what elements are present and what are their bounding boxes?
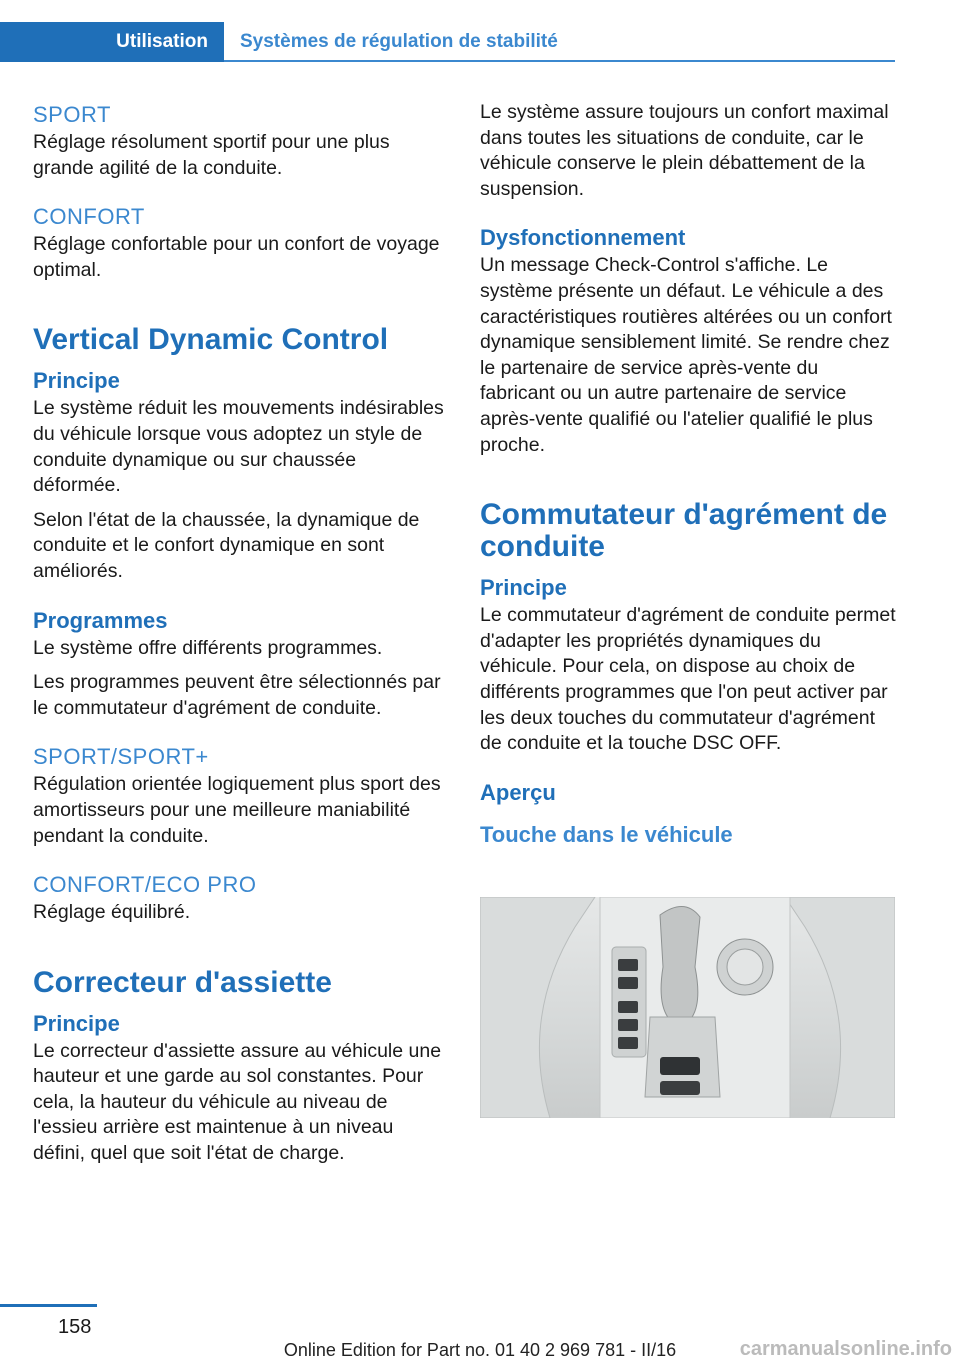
page-header <box>0 22 895 62</box>
heading-sport-sportplus: SPORT/SPORT+ <box>33 744 209 770</box>
chapter-tab[interactable]: Utilisation <box>0 22 224 62</box>
right-column <box>480 100 896 850</box>
paragraph-confort-ecopro: Réglage équilibré. <box>33 901 191 924</box>
paragraph-dysfonctionnement: Un message Check-Control s'affiche. Le système présente un défaut. Le véhicule a des caractéristiques routières altérées ou un confort dynamique sensiblement limité. Se rendre chez le partenaire de service après-vente du fabricant ou un autre partenaire de service après-vente qualifié ou l'atelier qualifié le plus proche. <box>480 254 892 456</box>
left-column <box>33 100 449 1176</box>
heading-dysfonctionnement: Dysfonctionnement <box>480 225 686 251</box>
watermark: carmanualsonline.info <box>739 1338 952 1360</box>
header-rule <box>224 60 895 62</box>
heading-confort-ecopro: CONFORT/ECO PRO <box>33 872 257 898</box>
section-title[interactable]: Systèmes de régulation de stabilité <box>240 31 558 52</box>
heading-commutateur: Commutateur d'agrément de conduite <box>480 498 888 564</box>
paragraph-principe-2: Selon l'état de la chaussée, la dynamique de conduite et le confort dynamique en sont améliorés. <box>33 508 420 582</box>
heading-touche-vehicule: Touche dans le véhicule <box>480 821 733 847</box>
console-drawing <box>480 897 895 1118</box>
edition-text: Online Edition for Part no. 01 40 2 969 781 - II/16 <box>283 1340 677 1360</box>
heading-vertical-dynamic-control: Vertical Dynamic Control <box>33 323 389 357</box>
heading-sport: SPORT <box>33 102 111 127</box>
paragraph-confort: Réglage confortable pour un confort de voyage optimal. <box>33 233 440 281</box>
heading-apercu: Aperçu <box>480 779 556 805</box>
paragraph-sport-sportplus: Régulation orientée logiquement plus sport des amortisseurs pour une meilleure maniabilité pendant la conduite. <box>33 773 441 847</box>
heading-assiette-principe: Principe <box>33 1010 120 1036</box>
paragraph-intro: Le système assure toujours un confort maximal dans toutes les situations de conduite, car le véhicule conserve le plein débattement de la suspension. <box>480 101 889 200</box>
heading-commutateur-principe: Principe <box>480 575 567 601</box>
paragraph-commutateur-principe: Le commutateur d'agrément de conduite permet d'adapter les propriétés dynamiques du véhicule. Pour cela, on dispose au choix de différents programmes que l'on peut activer par les deux touches du commutateur d'agrément de conduite et la touche DSC OFF. <box>480 604 896 755</box>
heading-principe: Principe <box>33 368 120 394</box>
heading-programmes: Programmes <box>33 607 168 633</box>
center-console-illustration <box>480 897 895 1118</box>
page-number: 158 <box>58 1316 92 1338</box>
heading-confort: CONFORT <box>33 204 145 230</box>
heading-correcteur-assiette: Correcteur d'assiette <box>33 965 332 999</box>
paragraph-programmes-1: Le système offre différents programmes. <box>33 636 383 659</box>
paragraph-programmes-2: Les programmes peuvent être sélectionnés par le commutateur d'agrément de conduite. <box>33 671 441 719</box>
paragraph-assiette: Le correcteur d'assiette assure au véhicule une hauteur et une garde au sol constantes. Pour cela, la hauteur du véhicule au niveau de l'essieu arrière est maintenue à un niveau défini, quel que soit l'état de charge. <box>33 1039 442 1165</box>
paragraph-sport: Réglage résolument sportif pour une plus grande agilité de la conduite. <box>33 131 390 179</box>
footer-rule <box>0 1304 97 1307</box>
paragraph-principe-1: Le système réduit les mouvements indésirables du véhicule lorsque vous adoptez un style de conduite dynamique ou sur chaussée déformée. <box>33 397 444 497</box>
